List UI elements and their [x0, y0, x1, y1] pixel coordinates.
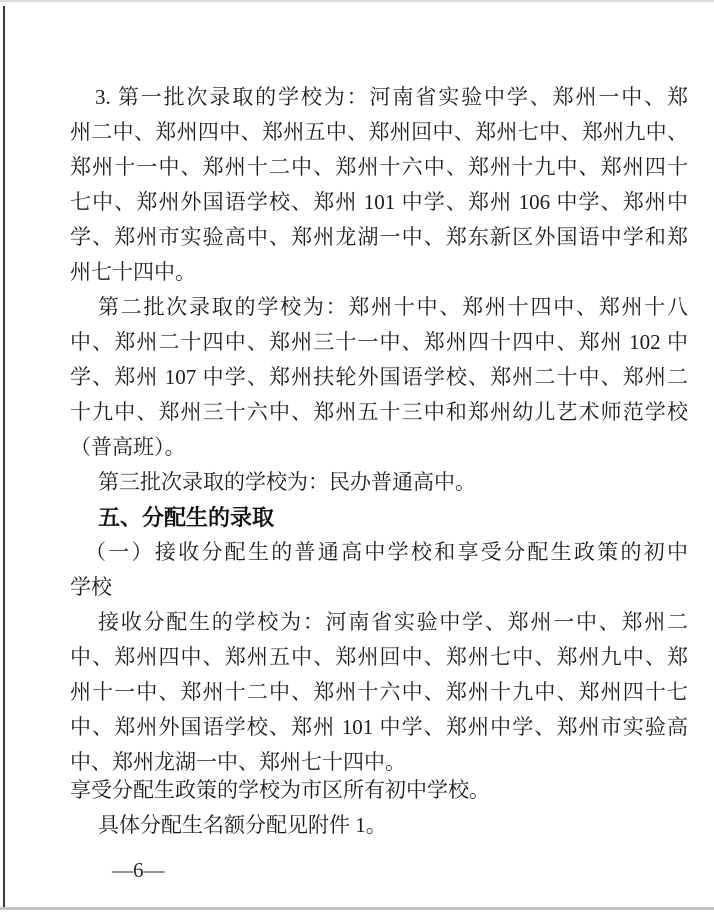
page-number: —6—: [112, 858, 165, 882]
page-top-border: [0, 0, 714, 2]
paragraph: [70, 773, 688, 808]
text-line: 七中、郑州外国语学校、郑州 101 中学、郑州 106 中学、郑州中: [70, 190, 688, 214]
paragraph: [70, 80, 688, 290]
paragraph: [70, 605, 688, 780]
text-line: 五、分配生的录取: [98, 505, 275, 530]
text-line: （普高班）。: [70, 435, 186, 459]
section-heading: [70, 500, 688, 535]
text-line: 中、郑州龙湖一中、郑州七十四中。: [70, 750, 406, 774]
text-line: 接收分配生的学校为：河南省实验中学、郑州一中、郑州二: [98, 610, 688, 634]
page-left-border: [3, 6, 5, 907]
document-body: [70, 80, 688, 843]
text-line: 中、郑州外国语学校、郑州 101 中学、郑州中学、郑州市实验高: [70, 715, 688, 739]
text-line: 学、郑州市实验高中、郑州龙湖一中、郑东新区外国语中学和郑: [70, 225, 688, 249]
text-line: 州七十四中。: [70, 260, 196, 284]
text-line: 州十一中、郑州十二中、郑州十六中、郑州十九中、郑州四十七: [70, 680, 688, 704]
text-line: 中、郑州二十四中、郑州三十一中、郑州四十四中、郑州 102 中: [70, 330, 688, 354]
text-line: 享受分配生政策的学校为市区所有初中学校。: [70, 778, 490, 802]
paragraph: [70, 290, 688, 465]
text-line: 第三批次录取的学校为：民办普通高中。: [98, 470, 476, 494]
text-line: 学校: [70, 575, 112, 599]
text-line: 州二中、郑州四中、郑州五中、郑州回中、郑州七中、郑州九中、: [70, 120, 688, 144]
text-line: 郑州十一中、郑州十二中、郑州十六中、郑州十九中、郑州四十: [70, 155, 688, 179]
paragraph: [70, 465, 688, 500]
text-line: 中、郑州四中、郑州五中、郑州回中、郑州七中、郑州九中、郑: [70, 645, 688, 669]
text-line: 具体分配生名额分配见附件 1。: [98, 813, 387, 837]
text-line: 第二批次录取的学校为：郑州十中、郑州十四中、郑州十八: [98, 295, 688, 319]
text-line: （一）接收分配生的普通高中学校和享受分配生政策的初中: [85, 540, 688, 564]
text-line: 学、郑州 107 中学、郑州扶轮外国语学校、郑州二十中、郑州二: [70, 365, 688, 389]
paragraph: [70, 808, 688, 843]
text-line: 十九中、郑州三十六中、郑州五十三中和郑州幼儿艺术师范学校: [70, 400, 688, 424]
paragraph: [70, 535, 688, 605]
text-line: 3. 第一批次录取的学校为：河南省实验中学、郑州一中、郑: [95, 85, 688, 109]
page-bottom-border: [0, 907, 714, 910]
